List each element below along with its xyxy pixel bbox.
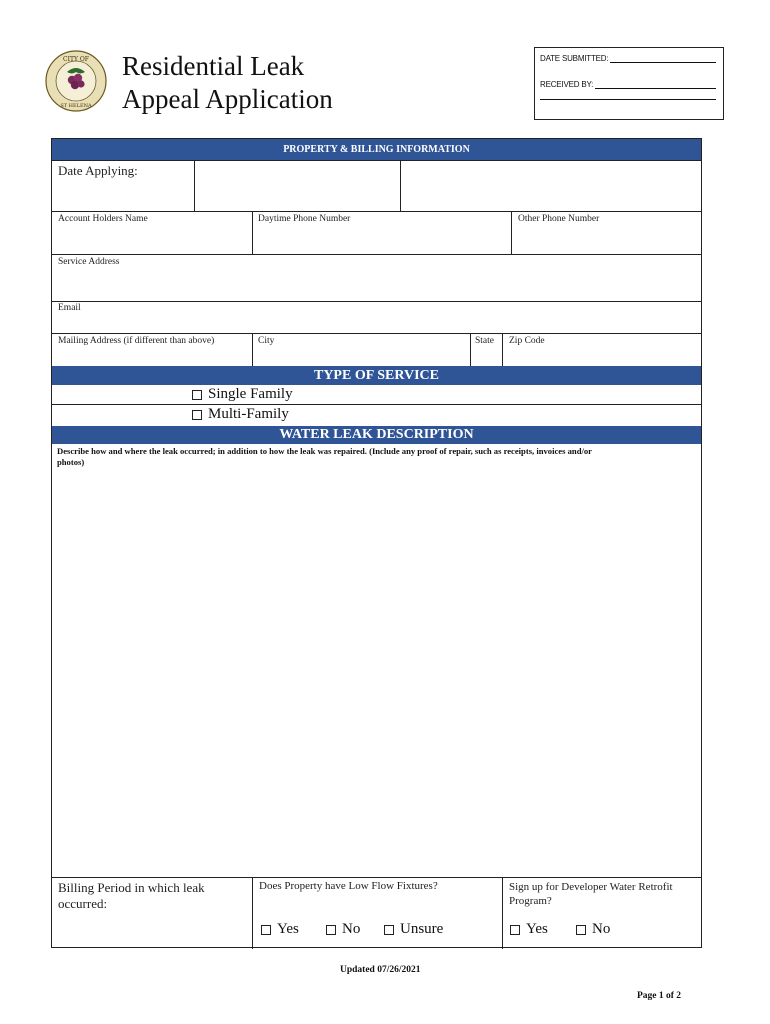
property-billing-heading: PROPERTY & BILLING INFORMATION: [52, 139, 701, 160]
divider: [400, 160, 401, 211]
application-form: [51, 138, 702, 948]
water-leak-heading: WATER LEAK DESCRIPTION: [52, 426, 701, 444]
low-flow-no-label: No: [342, 921, 361, 937]
service-address-label: Service Address: [58, 257, 120, 267]
retrofit-yes-option[interactable]: [510, 921, 548, 938]
page-title: [122, 50, 333, 116]
divider: [511, 211, 512, 254]
seal-text-bottom: ST HELENA: [60, 103, 92, 109]
date-applying-label: Date Applying:: [58, 163, 138, 178]
retrofit-label-line-2: Program?: [509, 895, 552, 907]
low-flow-yes-label: Yes: [277, 921, 299, 937]
leak-instructions: [57, 446, 693, 468]
office-use-box: [534, 47, 724, 120]
account-holder-label: Account Holders Name: [58, 214, 148, 224]
divider: [252, 333, 253, 366]
title-line-1: Residential Leak: [122, 51, 305, 81]
low-flow-unsure-label: Unsure: [400, 921, 444, 937]
date-submitted-line[interactable]: [610, 62, 716, 63]
date-submitted-label: DATE SUBMITTED:: [540, 54, 609, 63]
divider: [252, 877, 253, 949]
title-line-2: Appeal Application: [122, 84, 333, 114]
divider: [52, 211, 701, 212]
mailing-address-label: Mailing Address (if different than above): [58, 336, 215, 346]
low-flow-label: Does Property have Low Flow Fixtures?: [259, 880, 438, 892]
leak-description-field[interactable]: [53, 471, 701, 876]
divider: [470, 333, 471, 366]
divider: [52, 301, 701, 302]
other-phone-label: Other Phone Number: [518, 214, 600, 224]
low-flow-yes-checkbox[interactable]: [261, 925, 271, 935]
zip-code-label: Zip Code: [509, 336, 545, 346]
single-family-option[interactable]: [192, 386, 293, 403]
multi-family-checkbox[interactable]: [192, 410, 202, 420]
received-by-line[interactable]: [595, 88, 716, 89]
retrofit-no-option[interactable]: [576, 921, 610, 938]
divider: [52, 877, 701, 878]
state-label: State: [475, 336, 494, 346]
type-of-service-heading: TYPE OF SERVICE: [52, 366, 701, 385]
divider: [252, 211, 253, 254]
retrofit-yes-checkbox[interactable]: [510, 925, 520, 935]
leak-instructions-line-1: Describe how and where the leak occurred; in addition to how the leak was repaired. (Include any proof of repair, such as receipts, invoices and/or: [57, 446, 592, 456]
low-flow-unsure-option[interactable]: [384, 921, 443, 938]
single-family-checkbox[interactable]: [192, 390, 202, 400]
billing-period-label-line-1: Billing Period in which leak: [58, 880, 205, 895]
low-flow-no-checkbox[interactable]: [326, 925, 336, 935]
retrofit-no-label: No: [592, 921, 611, 937]
retrofit-label-line-1: Sign up for Developer Water Retrofit: [509, 881, 673, 893]
single-family-label: Single Family: [208, 386, 293, 402]
divider: [52, 254, 701, 255]
divider: [502, 333, 503, 366]
city-label: City: [258, 336, 275, 346]
low-flow-unsure-checkbox[interactable]: [384, 925, 394, 935]
daytime-phone-label: Daytime Phone Number: [258, 214, 351, 224]
multi-family-option[interactable]: [192, 406, 289, 423]
city-seal-logo: [45, 50, 107, 112]
multi-family-label: Multi-Family: [208, 406, 289, 422]
date-submitted-row: [540, 54, 716, 63]
email-label: Email: [58, 303, 81, 313]
extra-line-row: [540, 99, 716, 100]
page-number: Page 1 of 2: [637, 991, 682, 1001]
low-flow-yes-option[interactable]: [261, 921, 299, 938]
received-by-label: RECEIVED BY:: [540, 80, 594, 89]
low-flow-no-option[interactable]: [326, 921, 360, 938]
retrofit-yes-label: Yes: [526, 921, 548, 937]
received-by-row: [540, 80, 716, 89]
divider: [52, 404, 701, 405]
date-applying-field[interactable]: [195, 161, 400, 211]
extra-signature-line[interactable]: [540, 99, 716, 100]
updated-date: Updated 07/26/2021: [340, 965, 421, 975]
seal-text-top: CITY OF: [63, 56, 89, 63]
leak-instructions-line-2: photos): [57, 457, 85, 467]
retrofit-no-checkbox[interactable]: [576, 925, 586, 935]
divider: [52, 333, 701, 334]
billing-period-label: [58, 880, 205, 912]
divider: [502, 877, 503, 949]
billing-period-label-line-2: occurred:: [58, 896, 108, 911]
retrofit-label: [509, 880, 673, 908]
